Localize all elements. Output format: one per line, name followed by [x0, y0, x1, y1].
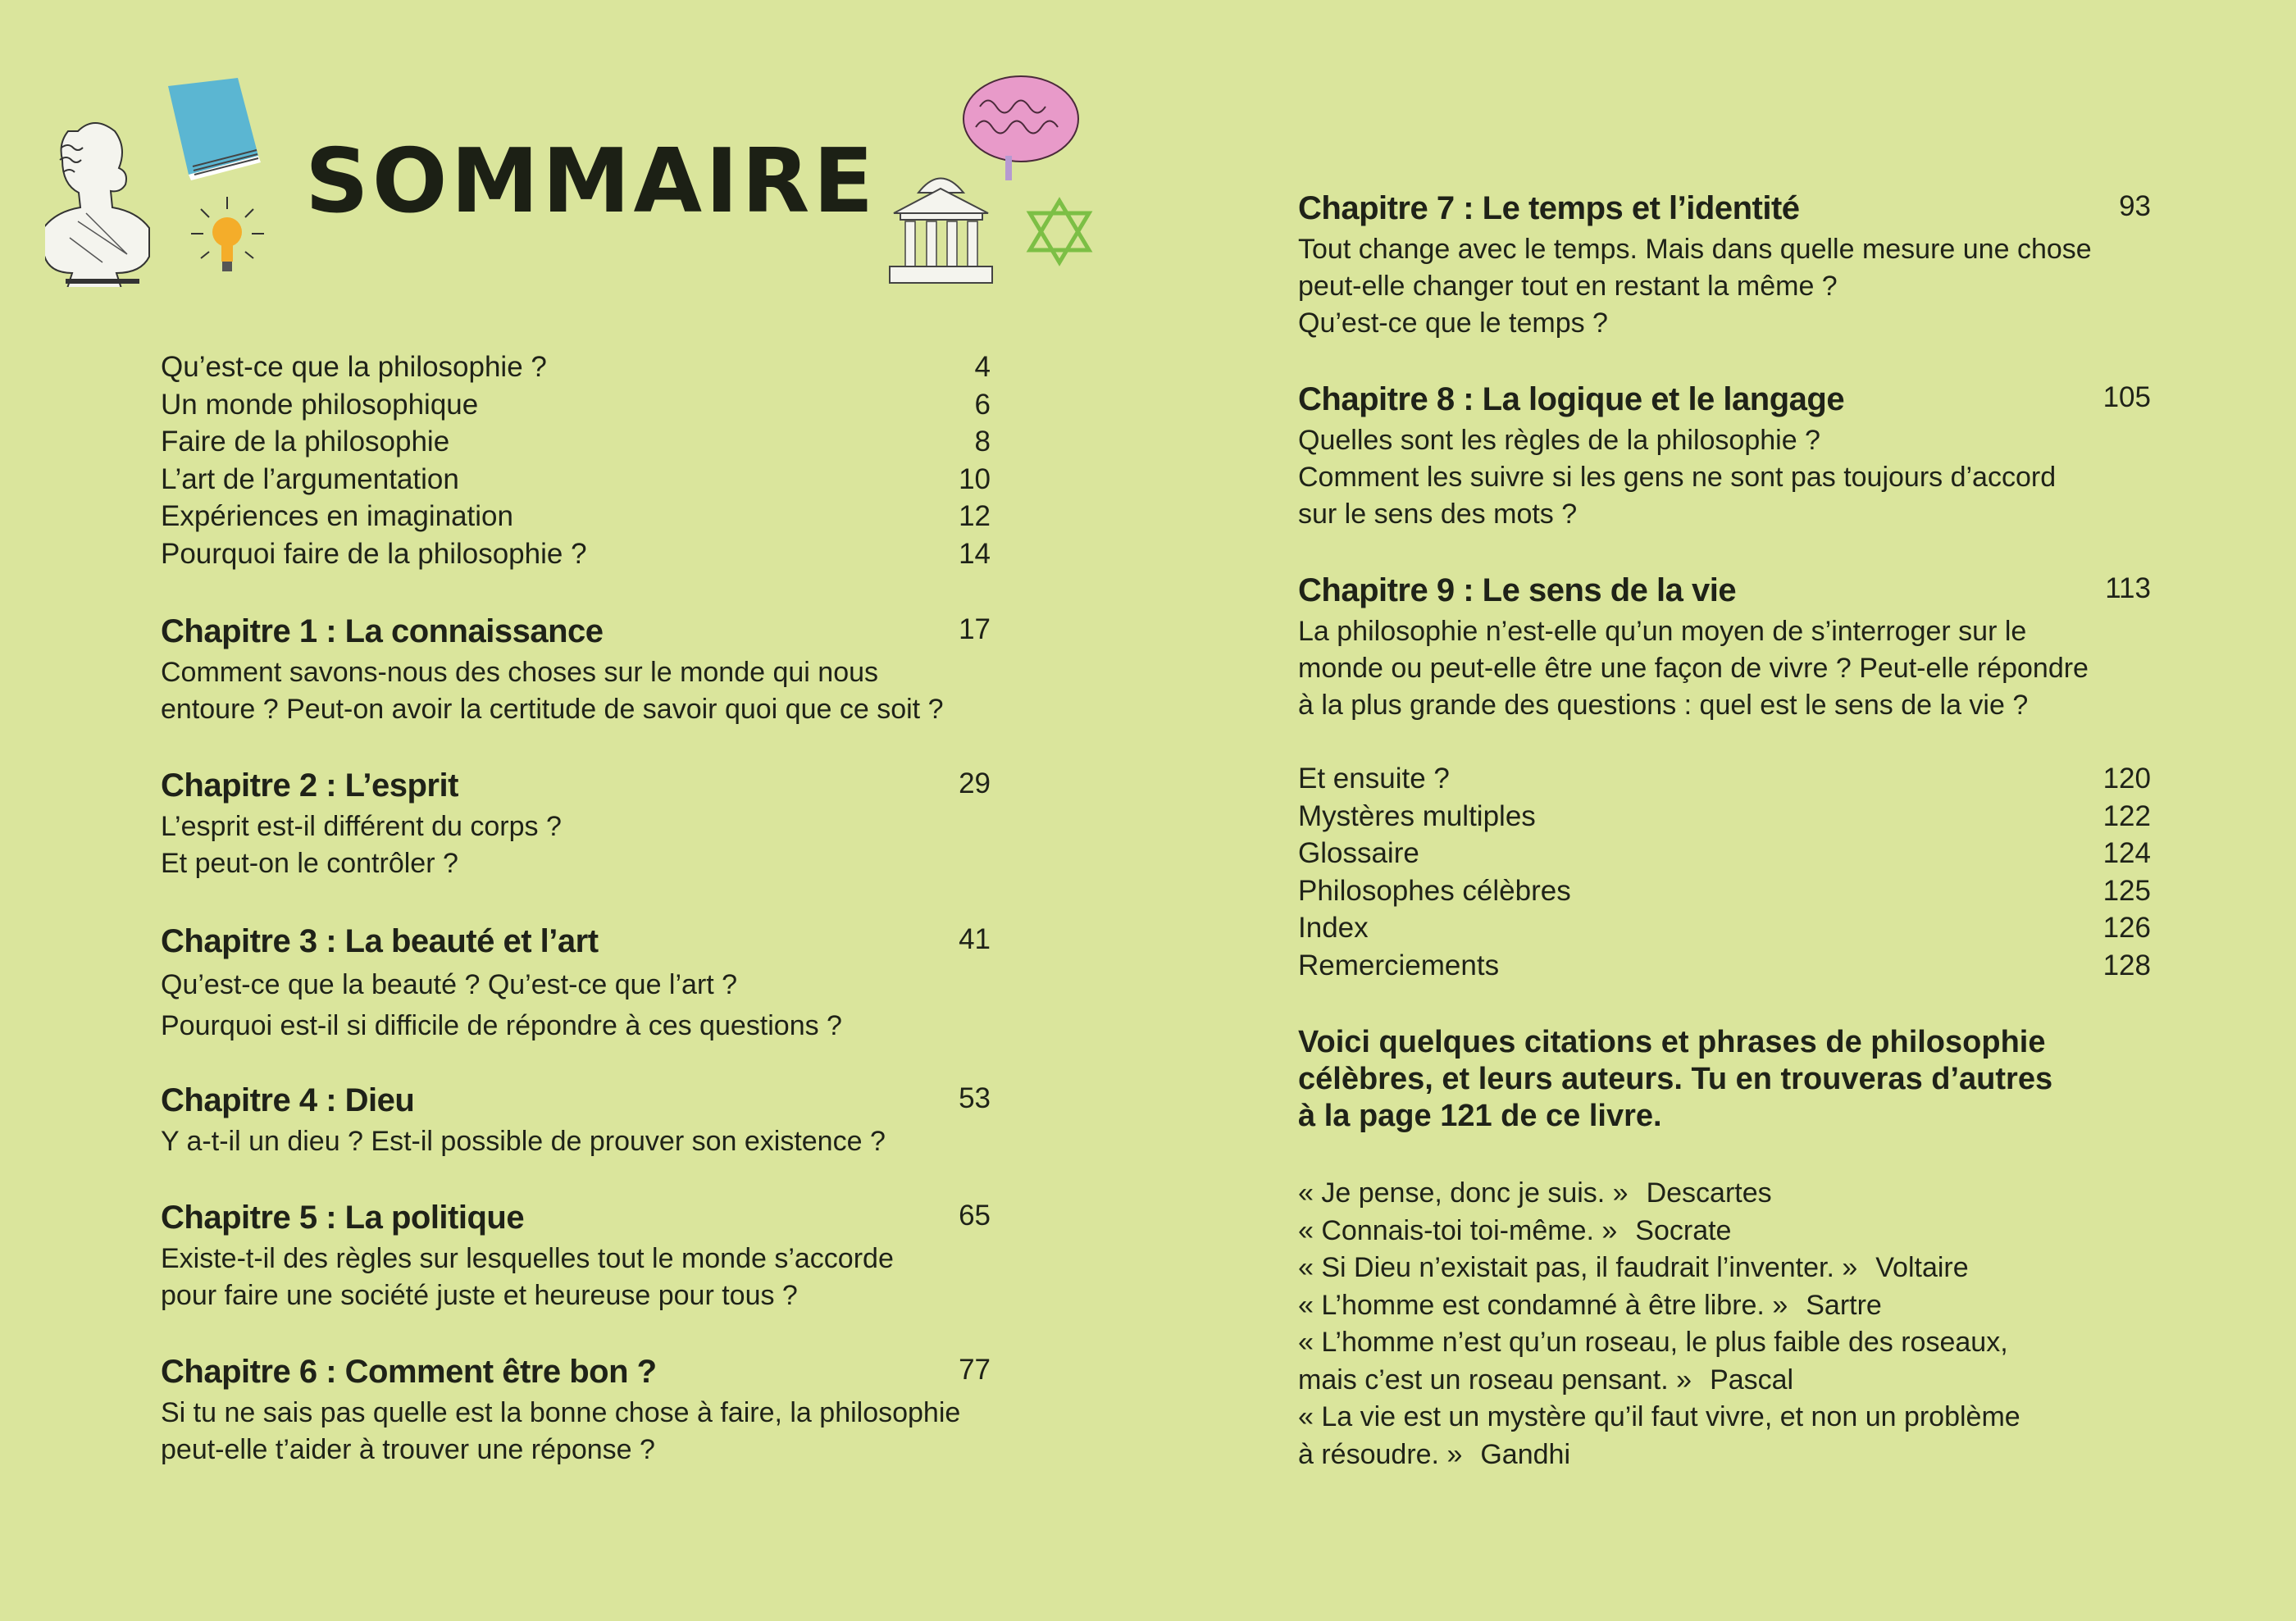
chapter-entry[interactable] — [161, 1082, 991, 1160]
quotes-intro-line: à la page 121 de ce livre. — [1298, 1099, 1662, 1133]
entry-page: 4 — [974, 351, 991, 383]
quote — [1298, 1362, 2118, 1400]
chapter-title: Chapitre 6 : Comment être bon ? — [161, 1354, 657, 1390]
quote-author: Voltaire — [1875, 1252, 1969, 1283]
quotes-list — [1298, 1175, 2118, 1473]
quote-text: « L’homme n’est qu’un roseau, le plus faible des roseaux, — [1298, 1327, 2008, 1358]
toc-entry[interactable] — [1298, 837, 2151, 875]
entry-label: Mystères multiples — [1298, 799, 1536, 832]
chapter-page: 29 — [959, 767, 991, 799]
chapter-desc-line: L’esprit est-il différent du corps ? — [161, 811, 562, 842]
entry-page: 128 — [2102, 949, 2151, 981]
chapter-desc-line: monde ou peut-elle être une façon de vivre ? Peut-elle répondre — [1298, 653, 2089, 684]
entry-page: 14 — [959, 537, 991, 570]
chapter-desc-line: pour faire une société juste et heureuse pour tous ? — [161, 1280, 798, 1311]
quote-text: « Je pense, donc je suis. » — [1298, 1177, 1629, 1209]
quotes-intro — [1298, 1024, 2118, 1135]
chapter-desc-line: Et peut-on le contrôler ? — [161, 848, 458, 879]
toc-entry[interactable] — [161, 500, 991, 538]
temple-icon — [886, 160, 996, 287]
chapter-desc-line: à la plus grande des questions : quel est le sens de la vie ? — [1298, 690, 2029, 721]
entry-page: 8 — [974, 426, 991, 458]
quote-text: mais c’est un roseau pensant. » — [1298, 1364, 1692, 1396]
page-title: SOMMAIRE — [305, 130, 877, 233]
chapter-desc-line: entoure ? Peut-on avoir la certitude de savoir quoi que ce soit ? — [161, 694, 944, 725]
toc-entry[interactable] — [1298, 875, 2151, 913]
chapter-title: Chapitre 8 : La logique et le langage — [1298, 381, 1845, 417]
quote-text: « Connais-toi toi-même. » — [1298, 1214, 1618, 1246]
entry-label: Pourquoi faire de la philosophie ? — [161, 537, 587, 570]
quote — [1298, 1175, 2118, 1213]
quote — [1298, 1213, 2118, 1250]
entry-label: Qu’est-ce que la philosophie ? — [161, 351, 547, 383]
entry-page: 125 — [2102, 874, 2151, 907]
chapter-desc-line: Qu’est-ce que la beauté ? Qu’est-ce que l’art ? — [161, 969, 738, 1000]
entry-label: Un monde philosophique — [161, 388, 479, 421]
chapter-page: 105 — [2102, 381, 2151, 413]
chapter-entry[interactable] — [161, 1354, 991, 1468]
toc-entry[interactable] — [161, 538, 991, 576]
toc-entry[interactable] — [1298, 912, 2151, 949]
quote-author: Gandhi — [1480, 1438, 1570, 1470]
quote-author: Descartes — [1646, 1177, 1772, 1209]
back-matter-list — [1298, 763, 2151, 986]
lightbulb-icon — [184, 193, 275, 283]
chapter-desc-line: Qu’est-ce que le temps ? — [1298, 307, 1608, 339]
chapter-title: Chapitre 2 : L’esprit — [161, 767, 458, 804]
entry-label: Remerciements — [1298, 949, 1500, 981]
chapter-page: 53 — [959, 1082, 991, 1114]
chapter-entry[interactable] — [161, 923, 991, 1046]
chapter-page: 93 — [2119, 190, 2151, 222]
toc-entry[interactable] — [161, 426, 991, 463]
star-of-david-icon — [1025, 197, 1095, 266]
chapter-title: Chapitre 5 : La politique — [161, 1200, 525, 1236]
entry-page: 120 — [2102, 763, 2151, 795]
quote — [1298, 1250, 2118, 1287]
quote — [1298, 1437, 2118, 1474]
chapter-title: Chapitre 9 : Le sens de la vie — [1298, 572, 1737, 608]
entry-label: Et ensuite ? — [1298, 763, 1450, 795]
chapter-page: 65 — [959, 1200, 991, 1232]
chapter-entry[interactable] — [1298, 572, 2151, 724]
chapter-desc-line: peut-elle changer tout en restant la même ? — [1298, 271, 1838, 302]
chapter-desc-line: Pourquoi est-il si difficile de répondre à ces questions ? — [161, 1010, 842, 1041]
intro-list — [161, 351, 991, 575]
chapter-entry[interactable] — [161, 767, 991, 882]
book-icon — [160, 78, 266, 180]
quote-text: « La vie est un mystère qu’il faut vivre, et non un problème — [1298, 1401, 2020, 1432]
chapter-desc-line: Comment les suivre si les gens ne sont pas toujours d’accord — [1298, 462, 2057, 493]
quote-text: à résoudre. » — [1298, 1438, 1463, 1470]
toc-entry[interactable] — [161, 351, 991, 389]
chapter-entry[interactable] — [1298, 381, 2151, 533]
chapter-page: 41 — [959, 923, 991, 955]
chapter-desc-line: Y a-t-il un dieu ? Est-il possible de prouver son existence ? — [161, 1126, 886, 1157]
chapter-title: Chapitre 3 : La beauté et l’art — [161, 923, 599, 959]
entry-page: 12 — [959, 500, 991, 532]
chapter-title: Chapitre 1 : La connaissance — [161, 613, 604, 649]
bust-icon — [45, 115, 164, 287]
toc-entry[interactable] — [161, 389, 991, 426]
chapter-desc-line: peut-elle t’aider à trouver une réponse ? — [161, 1434, 655, 1465]
quote-author: Pascal — [1710, 1364, 1794, 1396]
chapter-desc-line: La philosophie n’est-elle qu’un moyen de s’interroger sur le — [1298, 616, 2027, 647]
entry-label: L’art de l’argumentation — [161, 462, 459, 495]
toc-entry[interactable] — [1298, 800, 2151, 838]
chapter-entry[interactable] — [161, 613, 991, 728]
chapter-page: 77 — [959, 1354, 991, 1386]
chapter-desc-line: Existe-t-il des règles sur lesquelles tout le monde s’accorde — [161, 1243, 894, 1274]
quote-author: Sartre — [1806, 1289, 1882, 1321]
chapter-desc-line: Comment savons-nous des choses sur le monde qui nous — [161, 657, 879, 688]
chapter-page: 113 — [2105, 572, 2151, 604]
quote-text: « L’homme est condamné à être libre. » — [1298, 1289, 1788, 1321]
entry-label: Philosophes célèbres — [1298, 874, 1571, 907]
entry-page: 6 — [974, 388, 991, 421]
chapter-desc-line: Tout change avec le temps. Mais dans quelle mesure une chose — [1298, 234, 2092, 265]
toc-entry[interactable] — [161, 463, 991, 501]
entry-label: Index — [1298, 912, 1369, 944]
chapter-title: Chapitre 4 : Dieu — [161, 1082, 415, 1118]
quotes-intro-line: Voici quelques citations et phrases de philosophie — [1298, 1025, 2046, 1059]
quotes-intro-line: célèbres, et leurs auteurs. Tu en trouveras d’autres — [1298, 1062, 2053, 1096]
chapter-entry[interactable] — [161, 1200, 991, 1314]
chapter-desc-line: sur le sens des mots ? — [1298, 499, 1578, 530]
entry-label: Faire de la philosophie — [161, 426, 450, 458]
entry-page: 10 — [959, 462, 991, 495]
toc-entry[interactable] — [1298, 949, 2151, 987]
chapter-page: 17 — [959, 613, 991, 645]
entry-page: 122 — [2102, 799, 2151, 832]
entry-label: Expériences en imagination — [161, 500, 513, 532]
entry-page: 126 — [2102, 912, 2151, 944]
chapter-desc-line: Quelles sont les règles de la philosophie ? — [1298, 425, 1820, 456]
chapter-title: Chapitre 7 : Le temps et l’identité — [1298, 190, 1800, 226]
quote-author: Socrate — [1635, 1214, 1732, 1246]
quote — [1298, 1287, 2118, 1325]
entry-page: 124 — [2102, 837, 2151, 869]
entry-label: Glossaire — [1298, 837, 1419, 869]
chapter-entry[interactable] — [1298, 190, 2151, 342]
chapter-desc-line: Si tu ne sais pas quelle est la bonne chose à faire, la philosophie — [161, 1397, 961, 1428]
quote-text: « Si Dieu n’existait pas, il faudrait l’inventer. » — [1298, 1252, 1858, 1283]
toc-entry[interactable] — [1298, 763, 2151, 800]
